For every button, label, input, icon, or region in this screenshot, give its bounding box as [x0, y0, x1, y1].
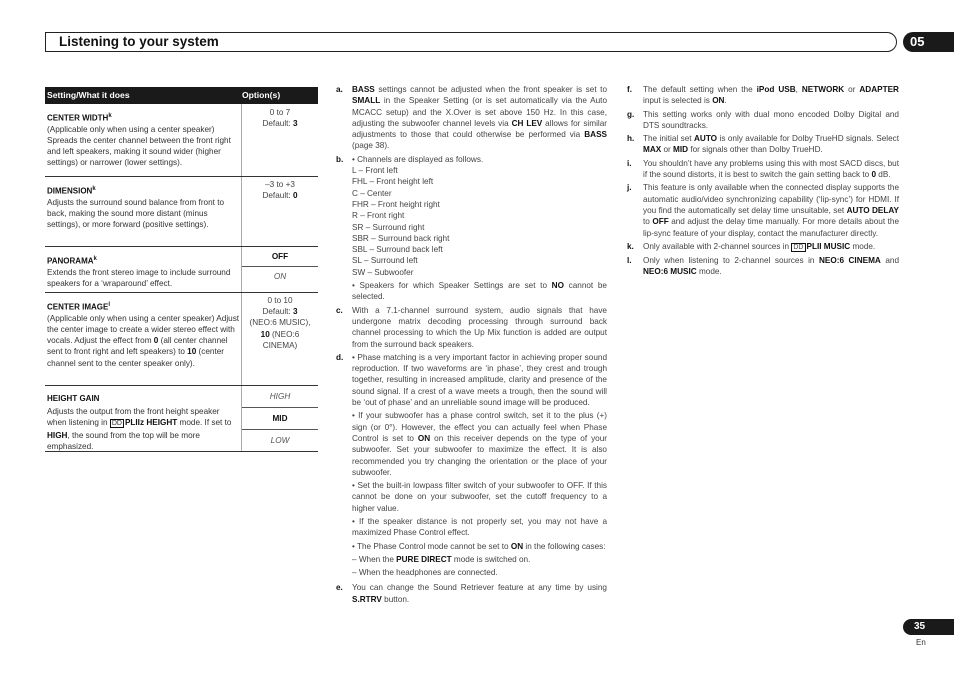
- option-note: CINEMA): [262, 340, 298, 350]
- option-low: LOW: [270, 436, 290, 445]
- option-range: –3 to +3: [265, 180, 295, 189]
- channel-item: FHL – Front height left: [352, 177, 434, 187]
- channel-item: SBL – Surround back left: [352, 245, 443, 255]
- option-high: HIGH: [242, 386, 318, 408]
- setting-name: HEIGHT GAIN: [47, 394, 100, 403]
- setting-description: Adjusts the output from the front height speaker when listening in DD PLIIz HEIGHT mode. If set to HIGH, the sound from the top will be more emphasized.: [47, 407, 232, 451]
- language-code: En: [916, 638, 926, 647]
- setting-description: (Applicable only when using a center speaker) Spreads the center channel between the front right and left speakers, making it sound wider (higher settings) or narrower (lower settings).: [47, 124, 231, 168]
- table-row: [45, 104, 318, 177]
- notes-column-1: [336, 84, 607, 607]
- option-off: OFF: [242, 247, 318, 267]
- option-range: 0 to 10: [267, 296, 293, 305]
- table-header-options: Option(s): [242, 90, 281, 100]
- note-a: a. BASS settings cannot be adjusted when the front speaker is set to SMALL in the Speaker Setting (or is set automatically via the Auto MCACC setup) and the X.Over is set above 150 Hz. In this case, adjusting the subwoofer channel levels via CH LEV allows for similar adjustments to those that could otherwise be performed via BASS (page 38).: [336, 85, 607, 151]
- table-row: [45, 386, 318, 452]
- page-number: 35: [903, 619, 954, 635]
- option-on: ON: [273, 272, 287, 281]
- option-default: Default: 3: [262, 307, 298, 317]
- table-header: [45, 87, 318, 104]
- settings-table: [45, 87, 318, 452]
- option-default: Default: 3: [262, 119, 298, 129]
- channel-item: SBR – Surround back right: [352, 233, 450, 243]
- option-note: 10 (NEO:6: [260, 329, 300, 339]
- option-range: 0 to 7: [269, 108, 291, 117]
- table-row: [45, 247, 318, 293]
- setting-description: Extends the front stereo image to include surround speakers for a ‘wraparound’ effect.: [47, 267, 231, 289]
- channel-item: SR – Surround right: [352, 222, 425, 232]
- note-l: l. Only when listening to 2-channel sources in NEO:6 CINEMA and NEO:6 MUSIC mode.: [627, 256, 899, 277]
- note-g: g. This setting works only with dual mono encoded Dolby Digital and DTS soundtracks.: [627, 109, 899, 130]
- channel-item: SW – Subwoofer: [352, 267, 414, 277]
- note-k: k. Only available with 2-channel sources in DD PLII MUSIC mode.: [627, 241, 876, 251]
- note-f: f. The default setting when the iPod USB, NETWORK or ADAPTER input is selected is ON.: [627, 85, 899, 106]
- note-i: i. You shouldn’t have any problems using this with most SACD discs, but if the sound distorts, it is best to switch the gain setting back to 0 dB.: [627, 158, 899, 180]
- channel-item: SL – Surround left: [352, 256, 418, 266]
- note-j: j. This feature is only available when the connected display supports the automatic audio/video synchronizing capability (‘lip-sync’) for HDMI. If you find the automatically set delay time unsuitable, set AUTO DELAY to OFF and adjust the delay time manually. For more details about the lip-sync feature of your display, contact the manufacturer directly.: [627, 183, 899, 238]
- dolby-logo-icon: DD: [793, 243, 804, 251]
- channel-item: L – Front left: [352, 166, 398, 176]
- note-b: b. • Channels are displayed as follows. L – Front left FHL – Front height left C – Center FHR – Front height right R – Front right SR – Surround right SBR – Surround back right SBL – Surround back left SL – Surround left SW – Subwoofer • Speakers for which Speaker Settings are set to NO cannot be selected.: [336, 154, 607, 302]
- note-h: h. The initial set AUTO is only available for Dolby TrueHD signals. Select MAX or MID for signals other than Dolby TrueHD.: [627, 134, 899, 155]
- option-note: (NEO:6 MUSIC),: [249, 318, 311, 328]
- setting-name: CENTER IMAGE$^l$: [47, 302, 111, 312]
- note-e: e. You can change the Sound Retriever feature at any time by using S.RTRV button.: [336, 583, 607, 604]
- note-c: c. With a 7.1-channel surround system, audio signals that have undergone matrix decoding processing through surround back channel processing to which the Up Mix function is added are output from the surround back speakers.: [336, 305, 607, 349]
- setting-description: (Applicable only when using a center speaker) Adjust the center image to create a wider stereo effect with vocals. Adjust the effect from 0 (all center channel sent to front right and left speakers) to 10 (center channel sent to the center speaker only).: [47, 313, 240, 368]
- notes-column-2: [627, 84, 899, 280]
- channel-item: R – Front right: [352, 211, 405, 221]
- channel-item: FHR – Front height right: [352, 199, 440, 209]
- dolby-logo-icon: DD: [111, 420, 122, 428]
- table-row: [45, 293, 318, 386]
- setting-description: Adjusts the surround sound balance from front to back, making the sound more distant (minus settings), or more forward (positive settings).: [47, 197, 225, 230]
- section-title: Listening to your system: [59, 34, 219, 49]
- table-header-setting: Setting/What it does: [47, 90, 130, 100]
- option-default: Default: 0: [262, 191, 298, 201]
- channel-item: C – Center: [352, 188, 392, 198]
- setting-name: DIMENSION$^k$: [47, 186, 96, 196]
- table-row: [45, 177, 318, 247]
- chapter-number: 05: [903, 32, 954, 52]
- section-header-bar: [45, 32, 897, 52]
- setting-name: PANORAMA$^k$: [47, 256, 97, 266]
- option-mid: MID: [242, 408, 318, 430]
- note-d: d. • Phase matching is a very important factor in achieving proper sound reproduction. If two waveforms are ‘in phase’, they crest and trough together, resulting in increased amplitude, clarity and presence of the sound signal. If a crest of a wave meets a trough, then the sound will be ‘out of phase’ and an unreliable sound image will be produced. • If your subwoofer has a phase control switch, set it to the plus (+) sign (or 0°). However, the effect you can actually feel when Phase Control is set to ON on this receiver depends on the type of your subwoofer. Set your subwoofer to maximize the effect. It is also recommended you try changing the orientation or the place of your subwoofer. • Set the built-in lowpass filter switch of your subwoofer to OFF. If this cannot be done on your subwoofer, set the cutoff frequency to a higher value. • If the speaker distance is not properly set, you may not have a maximized Phase Control effect. • The Phase Control mode cannot be set to ON in the following cases: – When the PURE DIRECT mode is switched on. – When the headphones are connected.: [336, 352, 607, 578]
- setting-name: CENTER WIDTH$^k$: [47, 113, 112, 123]
